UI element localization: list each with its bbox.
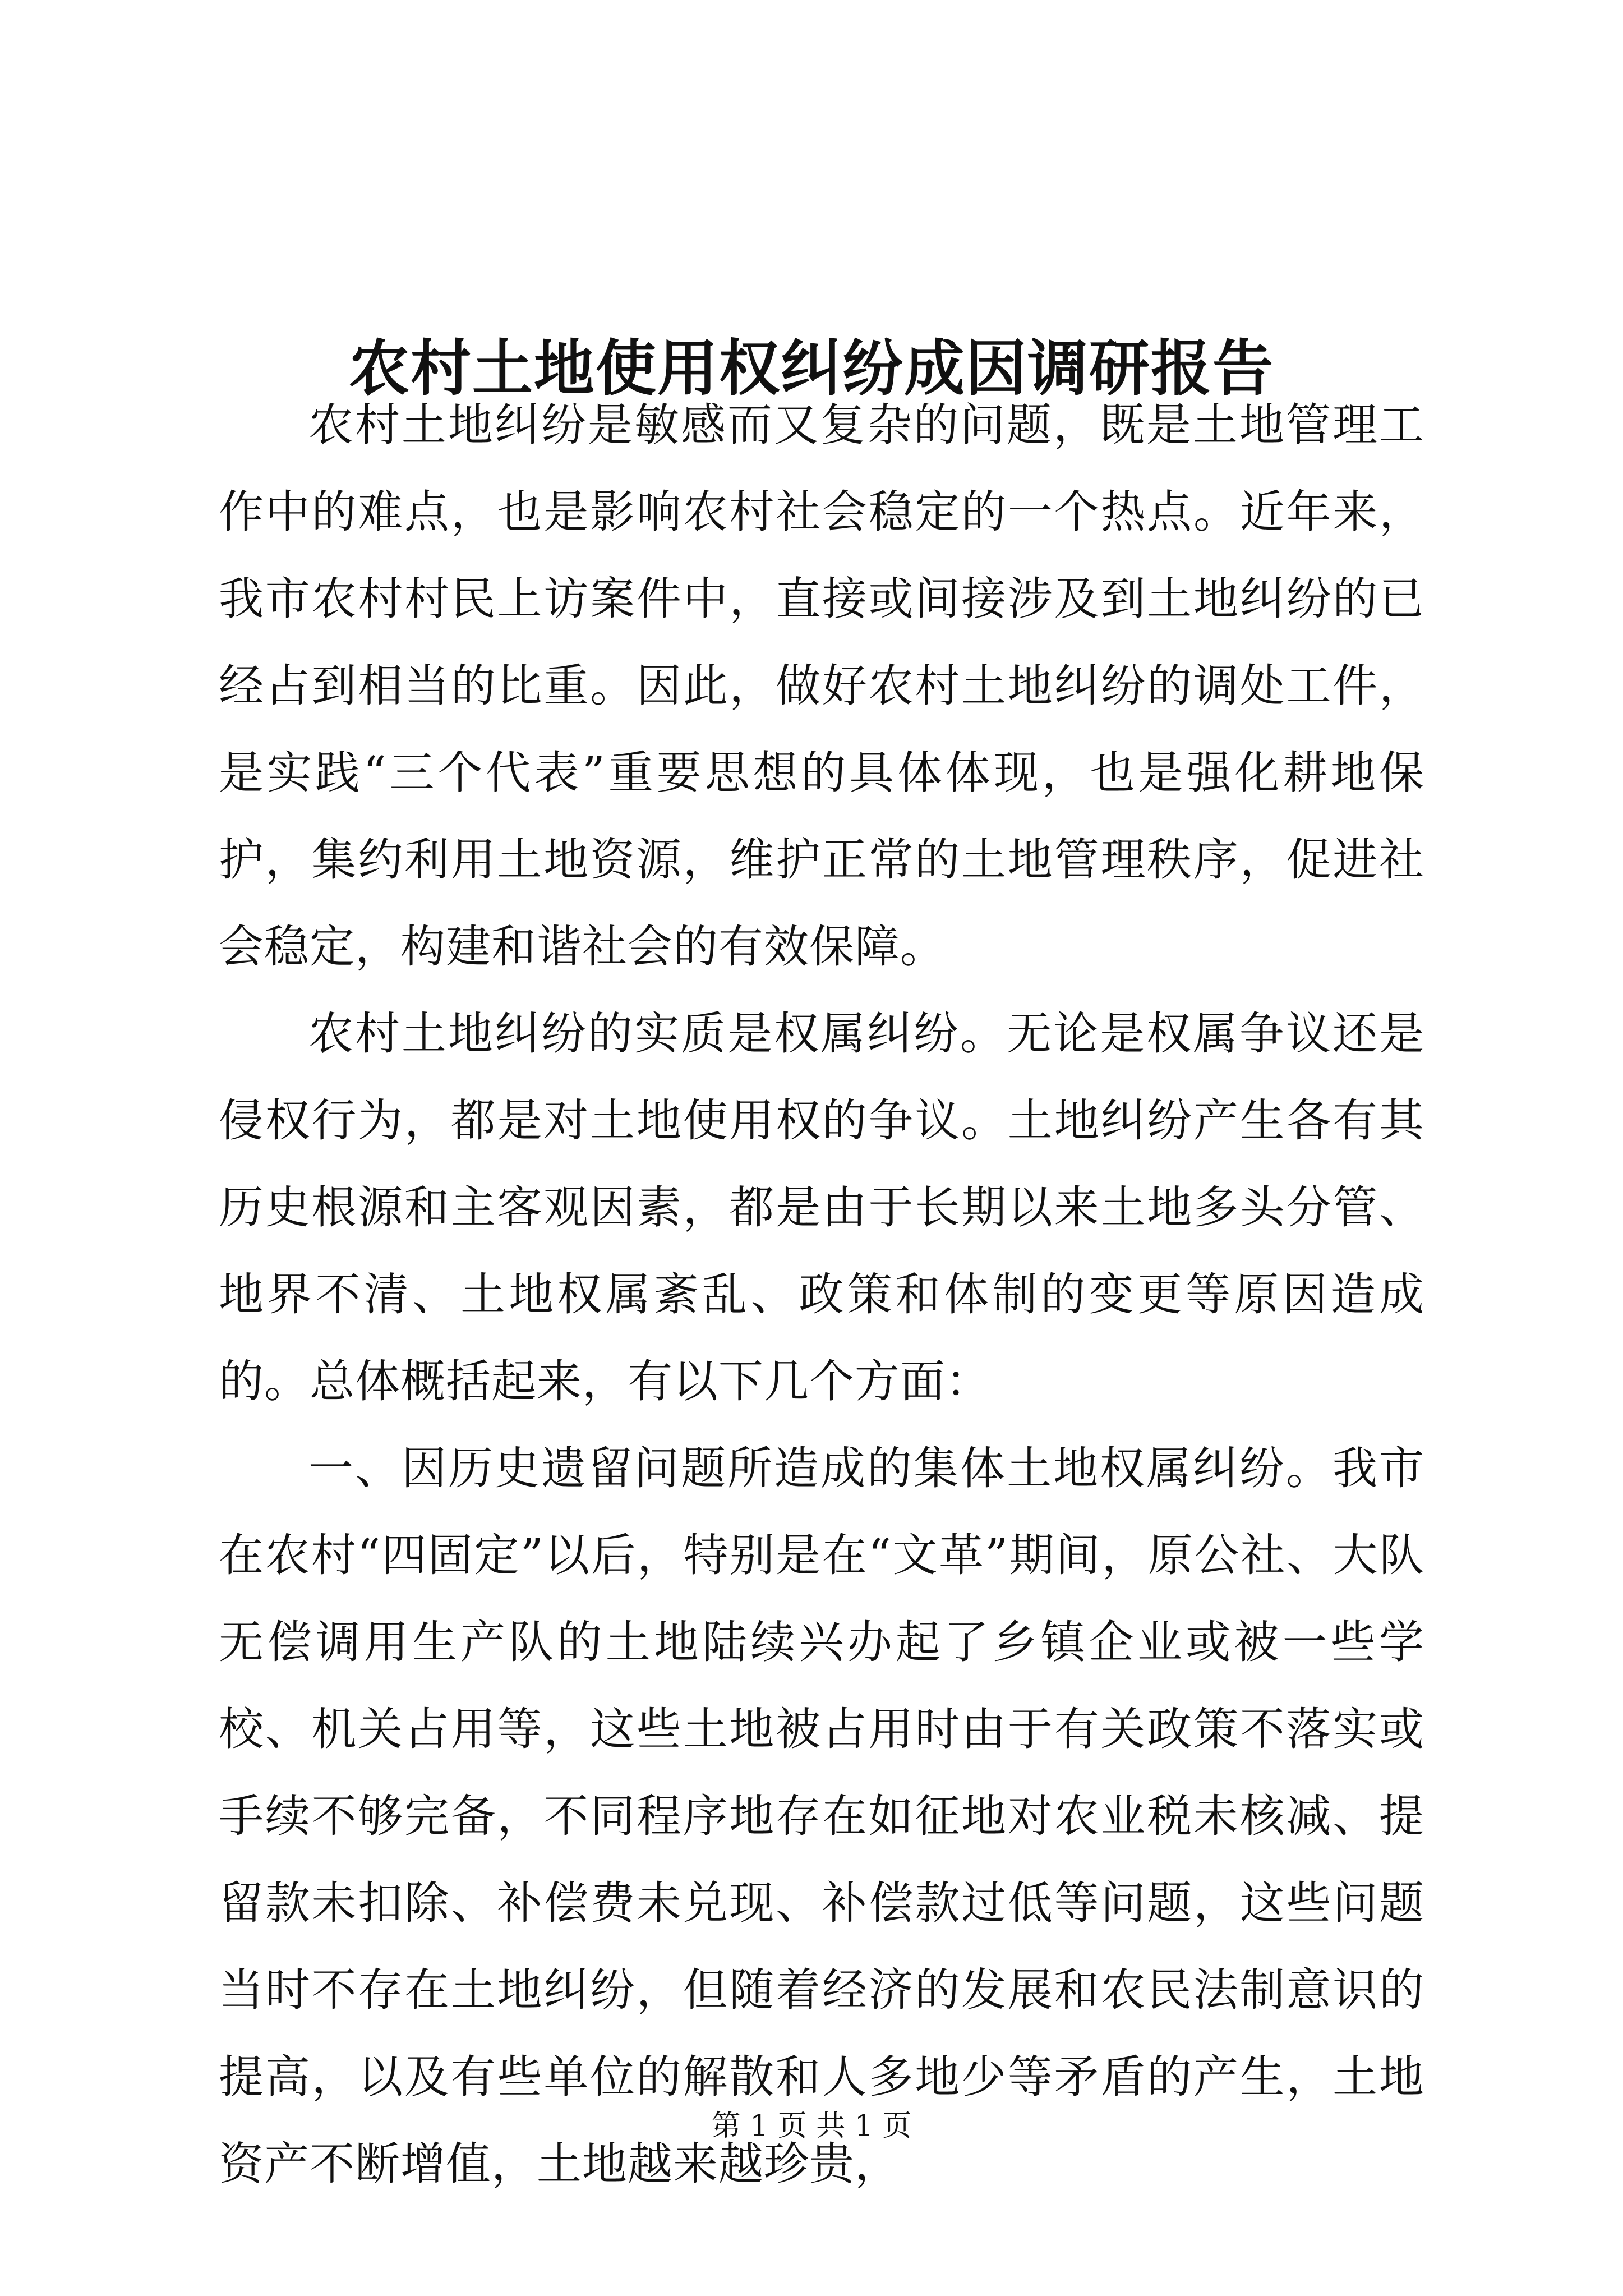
page-footer: 第 1 页 共 1 页 — [711, 2109, 912, 2143]
document-body — [219, 381, 1424, 2207]
paragraph-1: 农村土地纠纷是敏感而又复杂的问题，既是土地管理工作中的难点，也是影响农村社会稳定的一个热点。近年来，我市农村村民上访案件中，直接或间接涉及到土地纠纷的已经占到相当的比重。因此，做好农村土地纠纷的调处工件，是实践“三个代表”重要思想的具体体现，也是强化耕地保护，集约利用土地资源，维护正常的土地管理秩序，促进社会稳定，构建和谐社会的有效保障。 — [219, 399, 1424, 973]
document-title: 农村土地使用权纠纷成因调研报告 — [348, 333, 1274, 404]
paragraph-2: 农村土地纠纷的实质是权属纠纷。无论是权属争议还是侵权行为，都是对土地使用权的争议。土地纠纷产生各有其历史根源和主客观因素，都是由于长期以来土地多头分管、地界不清、土地权属紊乱、政策和体制的变更等原因造成的。总体概括起来，有以下几个方面： — [219, 1007, 1424, 1407]
paragraph-3: 一、因历史遗留问题所造成的集体土地权属纠纷。我市在农村“四固定”以后，特别是在“文革”期间，原公社、大队无偿调用生产队的土地陆续兴办起了乡镇企业或被一些学校、机关占用等，这些土地被占用时由于有关政策不落实或手续不够完备，不同程序地存在如征地对农业税未核减、提留款未扣除、补偿费未兑现、补偿款过低等问题，这些问题当时不存在土地纠纷，但随着经济的发展和农民法制意识的提高，以及有些单位的解散和人多地少等矛盾的产生，土地资产不断增值，土地越来越珍贵， — [219, 1442, 1424, 2190]
